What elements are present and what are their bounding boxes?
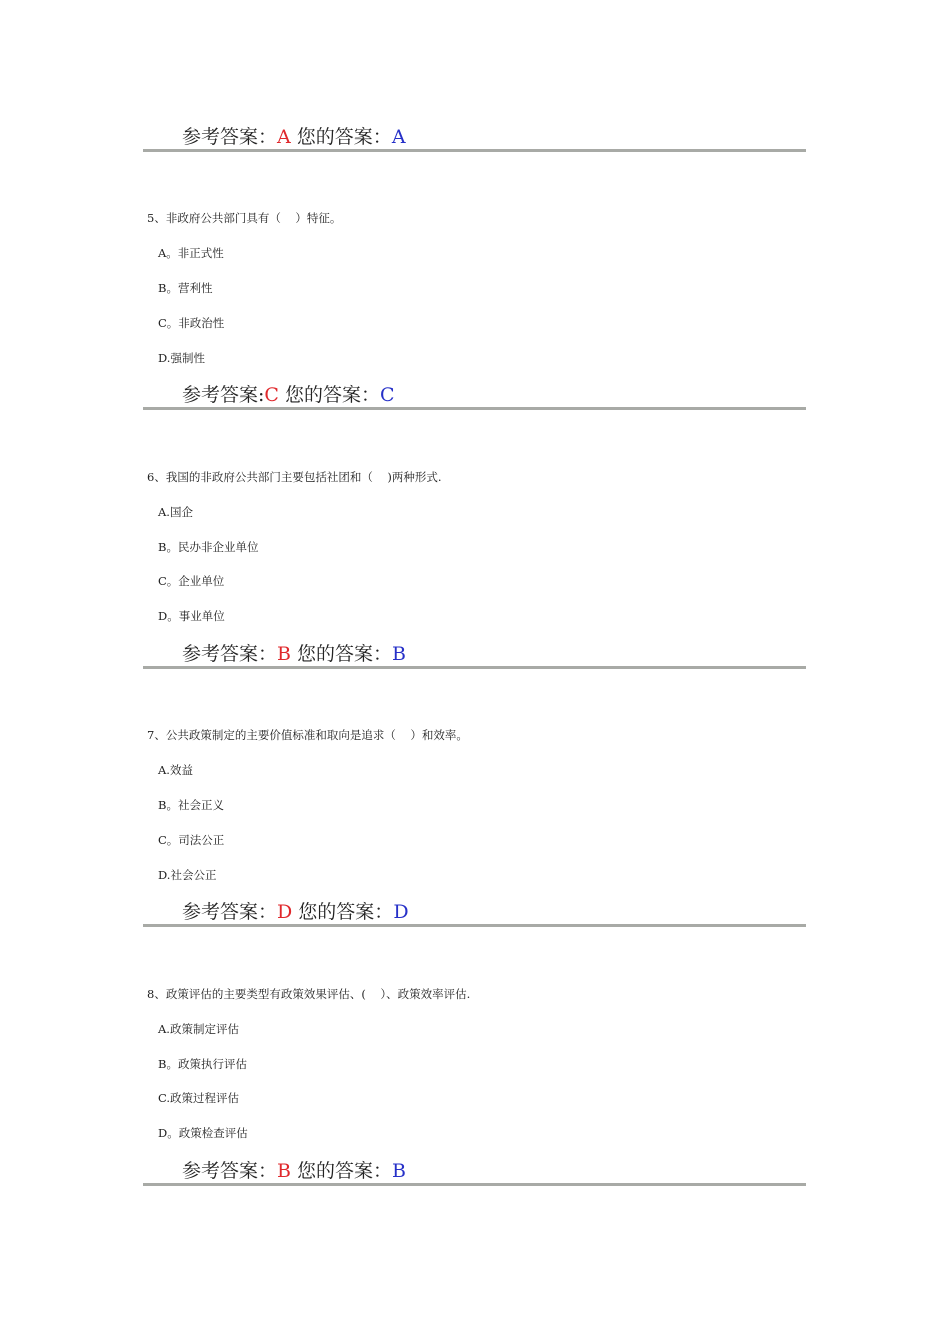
your-answer-label: 您的答案： [297,643,393,665]
reference-answer-label: 参考答案： [182,643,278,665]
option-c: C。非政治性 [158,316,225,330]
option-a: A.政策制定评估 [158,1022,239,1036]
reference-answer-label: 参考答案: [182,384,265,406]
divider [143,407,806,410]
divider [143,666,806,669]
question-text: 8、政策评估的主要类型有政策效果评估、( ）、政策效率评估. [147,987,471,1001]
reference-answer-label: 参考答案： [182,126,278,148]
your-answer-label: 您的答案： [296,126,392,148]
your-answer-value: D [393,901,409,923]
option-d: D。政策检查评估 [158,1126,248,1140]
reference-answer-label: 参考答案： [182,901,278,923]
reference-answer-value: C [264,384,279,406]
answer-row [182,1159,406,1183]
option-c: C.政策过程评估 [158,1091,240,1105]
option-b: B。政策执行评估 [158,1057,247,1071]
divider [143,924,806,927]
answer-row [182,125,406,149]
your-answer-value: B [392,643,407,665]
divider [143,1183,806,1186]
divider [143,149,806,152]
your-answer-label: 您的答案： [298,901,394,923]
option-b: B。民办非企业单位 [158,540,259,554]
option-c: C。司法公正 [158,833,225,847]
your-answer-label: 您的答案： [285,384,381,406]
your-answer-label: 您的答案： [297,1160,393,1182]
reference-answer-value: B [277,1160,291,1182]
your-answer-value: B [392,1160,407,1182]
question-text: 6、我国的非政府公共部门主要包括社团和（ )两种形式. [147,470,442,484]
option-b: B。营利性 [158,281,213,295]
reference-answer-value: B [277,643,291,665]
option-a: A。非正式性 [158,246,224,260]
option-b: B。社会正义 [158,798,224,812]
option-d: D.强制性 [158,351,205,365]
answer-row [182,642,406,666]
option-a: A.效益 [158,763,193,777]
option-a: A.国企 [158,505,193,519]
option-c: C。企业单位 [158,574,225,588]
your-answer-value: A [391,126,406,148]
reference-answer-value: D [277,901,293,923]
option-d: D.社会公正 [158,868,217,882]
answer-row [182,900,409,924]
your-answer-value: C [380,384,395,406]
option-d: D。事业单位 [158,609,225,623]
reference-answer-label: 参考答案： [182,1160,278,1182]
question-text: 5、非政府公共部门具有（ ）特征。 [147,211,342,225]
answer-row [182,383,395,407]
question-text: 7、公共政策制定的主要价值标准和取向是追求（ ）和效率。 [147,728,468,742]
reference-answer-value: A [277,126,291,148]
